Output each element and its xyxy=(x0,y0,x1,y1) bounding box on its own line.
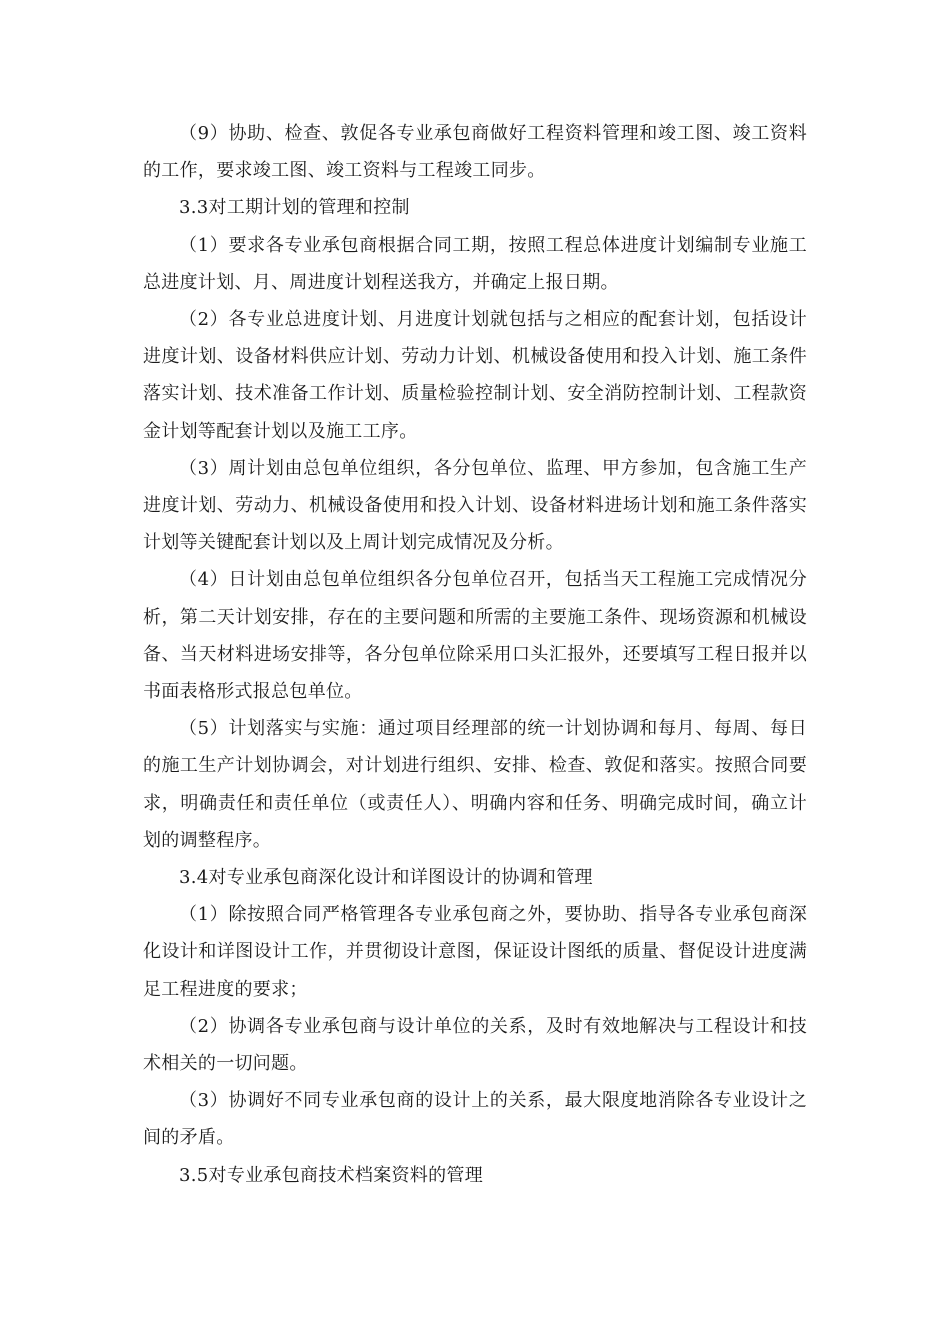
paragraph-item-9: （9）协助、检查、敦促各专业承包商做好工程资料管理和竣工图、竣工资料的工作，要求竣工图、竣工资料与工程竣工同步。 xyxy=(143,123,807,182)
paragraph-item-4: （4）日计划由总包单位组织各分包单位召开，包括当天工程施工完成情况分析，第二天计划安排，存在的主要问题和所需的主要施工条件、现场资源和机械设备、当天材料进场安排等，各分包单位除采用口头汇报外，还要填写工程日报并以书面表格形式报总包单位。 xyxy=(143,569,807,703)
document-body xyxy=(143,115,807,1194)
paragraph-item-1: （1）要求各专业承包商根据合同工期，按照工程总体进度计划编制专业施工总进度计划、月、周进度计划程送我方，并确定上报日期。 xyxy=(143,234,807,293)
paragraph-item-3: （3）周计划由总包单位组织，各分包单位、监理、甲方参加，包含施工生产进度计划、劳动力、机械设备使用和投入计划、设备材料进场计划和施工条件落实计划等关键配套计划以及上周计划完成情况及分析。 xyxy=(143,457,807,554)
paragraph-design-1: （1）除按照合同严格管理各专业承包商之外，要协助、指导各专业承包商深化设计和详图设计工作，并贯彻设计意图，保证设计图纸的质量、督促设计进度满足工程进度的要求； xyxy=(143,904,807,1000)
paragraph-item-2: （2）各专业总进度计划、月进度计划就包括与之相应的配套计划，包括设计进度计划、设备材料供应计划、劳动力计划、机械设备使用和投入计划、施工条件落实计划、技术准备工作计划、质量检验控制计划、安全消防控制计划、工程款资金计划等配套计划以及施工工序。 xyxy=(143,309,807,442)
section-heading-3-5: 3.5对专业承包商技术档案资料的管理 xyxy=(179,1164,484,1186)
paragraph-design-2: （2）协调各专业承包商与设计单位的关系，及时有效地解决与工程设计和技术相关的一切问题。 xyxy=(143,1015,807,1075)
section-heading-3-3: 3.3对工期计划的管理和控制 xyxy=(179,197,410,219)
paragraph-design-3: （3）协调好不同专业承包商的设计上的关系，最大限度地消除各专业设计之间的矛盾。 xyxy=(143,1090,807,1149)
section-heading-3-4: 3.4对专业承包商深化设计和详图设计的协调和管理 xyxy=(179,867,593,889)
paragraph-item-5: （5）计划落实与实施：通过项目经理部的统一计划协调和每月、每周、每日的施工生产计划协调会，对计划进行组织、安排、检查、敦促和落实。按照合同要求，明确责任和责任单位（或责任人）、明确内容和任务、明确完成时间，确立计划的调整程序。 xyxy=(143,718,807,851)
